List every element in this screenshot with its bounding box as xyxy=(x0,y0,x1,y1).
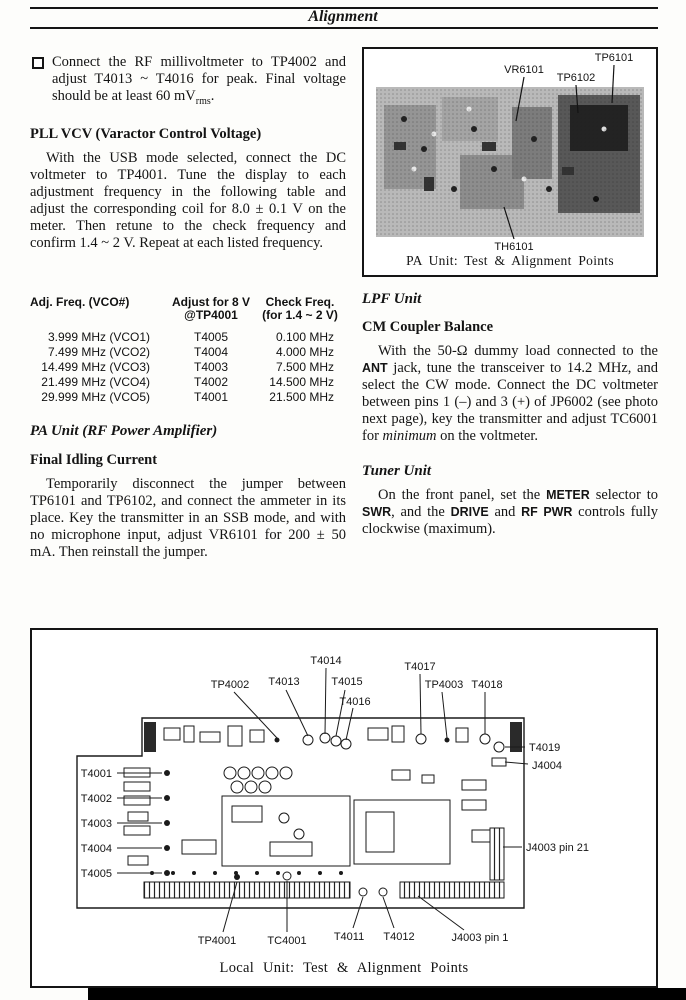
table-row: 21.499 MHz (VCO4) T4002 14.500 MHz xyxy=(41,374,334,389)
label-tp4002: TP4002 xyxy=(210,679,250,691)
final-idling-current-heading: Final Idling Current xyxy=(30,451,158,468)
final-idling-current-paragraph: Temporarily disconnect the jumper between TP6101 and TP6102, and connect the ammeter in its place. Key the transmitter in an SSB mode, and with no microphone input, adjust VR6101 for 200 ± 50 mA. Then reinstall the jumper. xyxy=(30,475,346,560)
label-tp6101: TP6101 xyxy=(594,52,634,64)
page-title: Alignment xyxy=(308,8,378,25)
label-t4004: T4004 xyxy=(80,843,112,855)
table-row: 3.999 MHz (VCO1) T4005 0.100 MHz xyxy=(47,329,334,344)
label-t4019: T4019 xyxy=(529,742,561,754)
label-t4001: T4001 xyxy=(80,768,112,780)
swr-label: SWR xyxy=(362,505,392,519)
vco-adjustment-table xyxy=(30,296,346,405)
table-row: 14.499 MHz (VCO3) T4003 7.500 MHz xyxy=(41,359,334,374)
checklist-item xyxy=(30,54,346,110)
pa-photo-blobs xyxy=(376,87,644,237)
label-tc4001: TC4001 xyxy=(267,935,307,947)
lpf-unit-heading: LPF Unit xyxy=(362,291,422,307)
local-unit-figure xyxy=(30,628,658,988)
label-j4004: J4004 xyxy=(532,760,562,772)
label-t4015: T4015 xyxy=(331,676,363,688)
label-t4016: T4016 xyxy=(339,696,371,708)
label-t4017: T4017 xyxy=(404,661,436,673)
table-body xyxy=(30,330,346,405)
tuner-unit-heading: Tuner Unit xyxy=(362,463,432,479)
label-j4003-pin21: J4003 pin 21 xyxy=(526,842,589,854)
label-tp6102: TP6102 xyxy=(556,72,596,84)
label-t4018: T4018 xyxy=(471,679,503,691)
cm-coupler-balance-heading: CM Coupler Balance xyxy=(362,319,494,335)
left-column xyxy=(30,54,346,561)
local-unit-pcb-drawing xyxy=(32,630,656,986)
label-t4011: T4011 xyxy=(333,931,365,943)
table-header-row xyxy=(30,296,346,322)
label-tp4003: TP4003 xyxy=(424,679,464,691)
label-t4003: T4003 xyxy=(80,818,112,830)
pll-vcv-heading: PLL VCV (Varactor Control Voltage) xyxy=(30,125,262,142)
col-adj-freq-header: Adj. Freq. (VCO#) xyxy=(30,294,130,309)
col-check-freq-header: Check Freq. (for 1.4 ~ 2 V) xyxy=(262,294,338,322)
pll-vcv-paragraph: With the USB mode selected, connect the DC voltmeter to TP4001. Tune the display to each adjustment frequency in the following table and adjust the corresponding coil for 8.0 ± 0.1 V on the meter. Then retune to the check frequency and confirm 1.4 ~ 2 V. Repeat at each listed frequency. xyxy=(30,149,346,251)
drive-control-label: DRIVE xyxy=(450,505,489,519)
checkbox-icon xyxy=(32,57,44,69)
pa-unit-heading: PA Unit (RF Power Amplifier) xyxy=(30,422,218,439)
scan-artifact-bar xyxy=(88,988,686,1000)
right-column xyxy=(362,47,658,538)
subscript-rms: rms xyxy=(195,95,211,107)
header-bottom-rule xyxy=(30,27,658,29)
checklist-item-text: Connect the RF millivoltmeter to TP4002 and adjust T4013 ~ T4016 for peak. Final voltage should be at least 60 $mV_{rms}$. xyxy=(52,54,346,107)
label-t4012: T4012 xyxy=(383,931,415,943)
pa-unit-figure xyxy=(362,47,658,277)
label-tp4001: TP4001 xyxy=(197,935,237,947)
label-vr6101: VR6101 xyxy=(504,64,544,76)
label-t4014: T4014 xyxy=(310,655,342,667)
pa-unit-photo xyxy=(364,49,656,275)
label-t4002: T4002 xyxy=(80,793,112,805)
label-t4005: T4005 xyxy=(80,868,112,880)
ant-jack-label: ANT xyxy=(362,361,388,375)
label-t4013: T4013 xyxy=(268,676,300,688)
tuner-unit-paragraph: On the front panel, set the METER selector to SWR, and the DRIVE and RF PWR controls fully clockwise (maximum). xyxy=(362,487,658,537)
meter-control-label: METER xyxy=(546,488,590,502)
table-row: 29.999 MHz (VCO5) T4001 21.500 MHz xyxy=(41,389,334,404)
pa-figure-caption: PA Unit: Test & Alignment Points xyxy=(406,253,614,268)
label-j4003-pin1: J4003 pin 1 xyxy=(451,932,509,944)
minimum-emphasis: minimum xyxy=(382,428,437,444)
local-figure-labels xyxy=(81,655,589,947)
label-th6101: TH6101 xyxy=(494,241,534,253)
local-figure-caption: Local Unit: Test & Alignment Points xyxy=(219,960,469,976)
rf-pwr-control-label: RF PWR xyxy=(521,505,573,519)
col-adjust-header: Adjust for 8 V @TP4001 xyxy=(171,294,250,322)
table-row: 7.499 MHz (VCO2) T4004 4.000 MHz xyxy=(47,344,334,359)
cm-coupler-balance-paragraph: With the 50-Ω dummy load connected to the ANT jack, tune the transceiver to 14.2 MHz, and select the CW mode. Connect the DC voltmeter between pins 1 (–) and 3 (+) of JP6002 (see photo next page), key the transmitter and adjust TC6001 for minimum on the voltmeter. xyxy=(362,343,658,444)
pcb-components xyxy=(124,722,522,898)
